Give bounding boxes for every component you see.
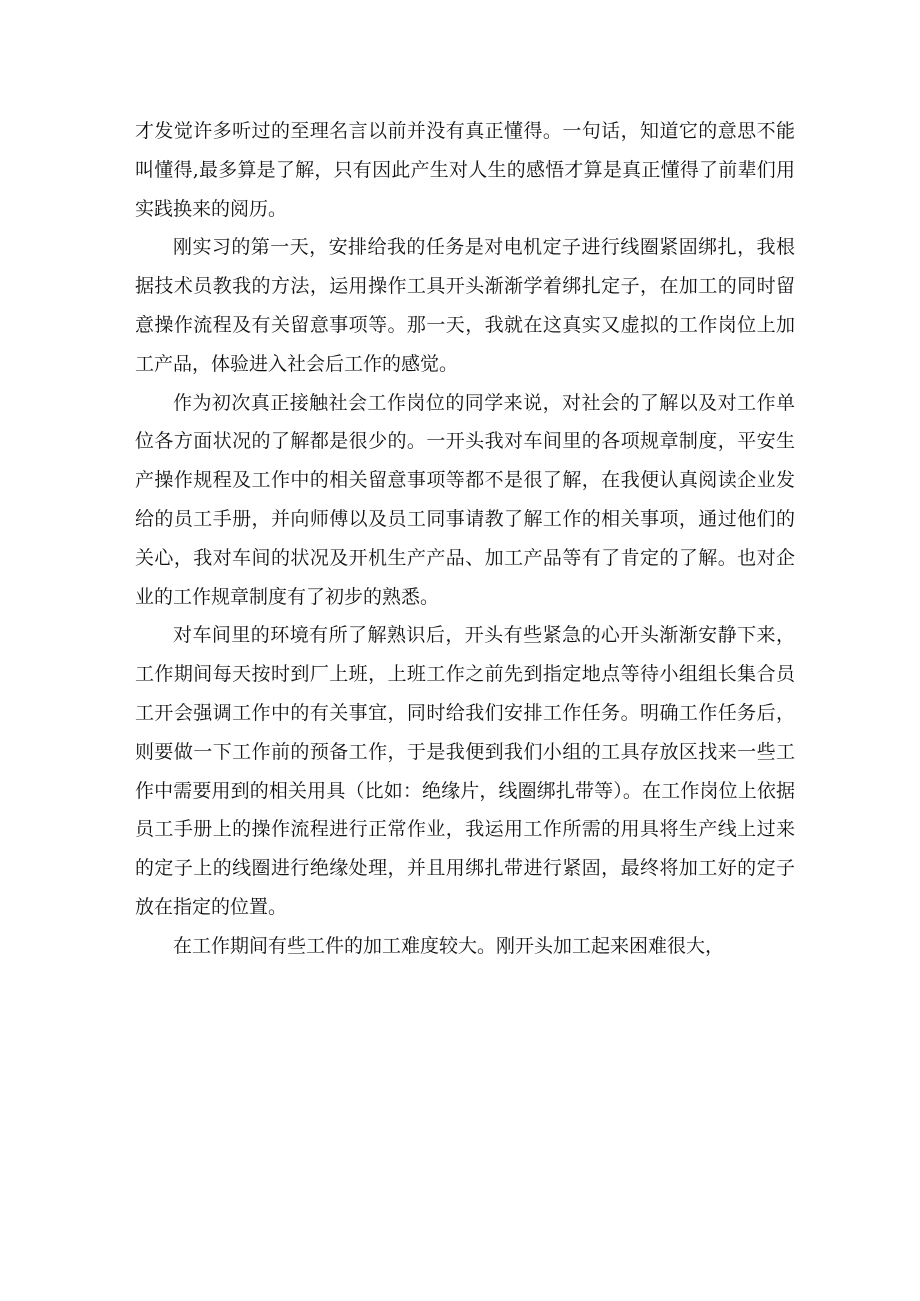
paragraph-first-day: 刚实习的第一天，安排给我的任务是对电机定子进行线圈紧固绑扎，我根据技术员教我的方法，运用操作工具开头渐渐学着绑扎定子，在加工的同时留意操作流程及有关留意事项等。那一天，我就在这真实又虚拟的工作岗位上加工产品，体验进入社会后工作的感觉。 (135, 236, 795, 375)
paragraph-first-contact: 作为初次真正接触社会工作岗位的同学来说，对社会的了解以及对工作单位各方面状况的了解都是很少的。一开头我对车间里的各项规章制度，平安生产操作规程及工作中的相关留意事项等都不是很了解，在我便认真阅读企业发给的员工手册，并向师傅以及员工同事请教了解工作的相关事项，通过他们的关心，我对车间的状况及开机生产产品、加工产品等有了肯定的了解。也对企业的工作规章制度有了初步的熟悉。 (135, 391, 795, 608)
paragraph-difficult-workpieces: 在工作期间有些工件的加工难度较大。刚开头加工起来困难很大， (173, 934, 725, 957)
paragraph-continuation: 才发觉许多听过的至理名言以前并没有真正懂得。一句话，知道它的意思不能叫懂得,最多算是了解，只有因此产生对人生的感悟才算是真正懂得了前辈们用实践换来的阅历。 (135, 120, 795, 220)
document-body (135, 112, 795, 966)
paragraph-workshop-environment: 对车间里的环境有所了解熟识后，开头有些紧急的心开头渐渐安静下来，工作期间每天按时到厂上班，上班工作之前先到指定地点等待小组组长集合员工开会强调工作中的有关事宜，同时给我们安排工作任务。明确工作任务后，则要做一下工作前的预备工作，于是我便到我们小组的工具存放区找来一些工作中需要用到的相关用具（比如：绝缘片，线圈绑扎带等）。在工作岗位上依据员工手册上的操作流程进行正常作业，我运用工作所需的用具将生产线上过来的定子上的线圈进行绝缘处理，并且用绑扎带进行紧固，最终将加工好的定子放在指定的位置。 (135, 624, 795, 918)
